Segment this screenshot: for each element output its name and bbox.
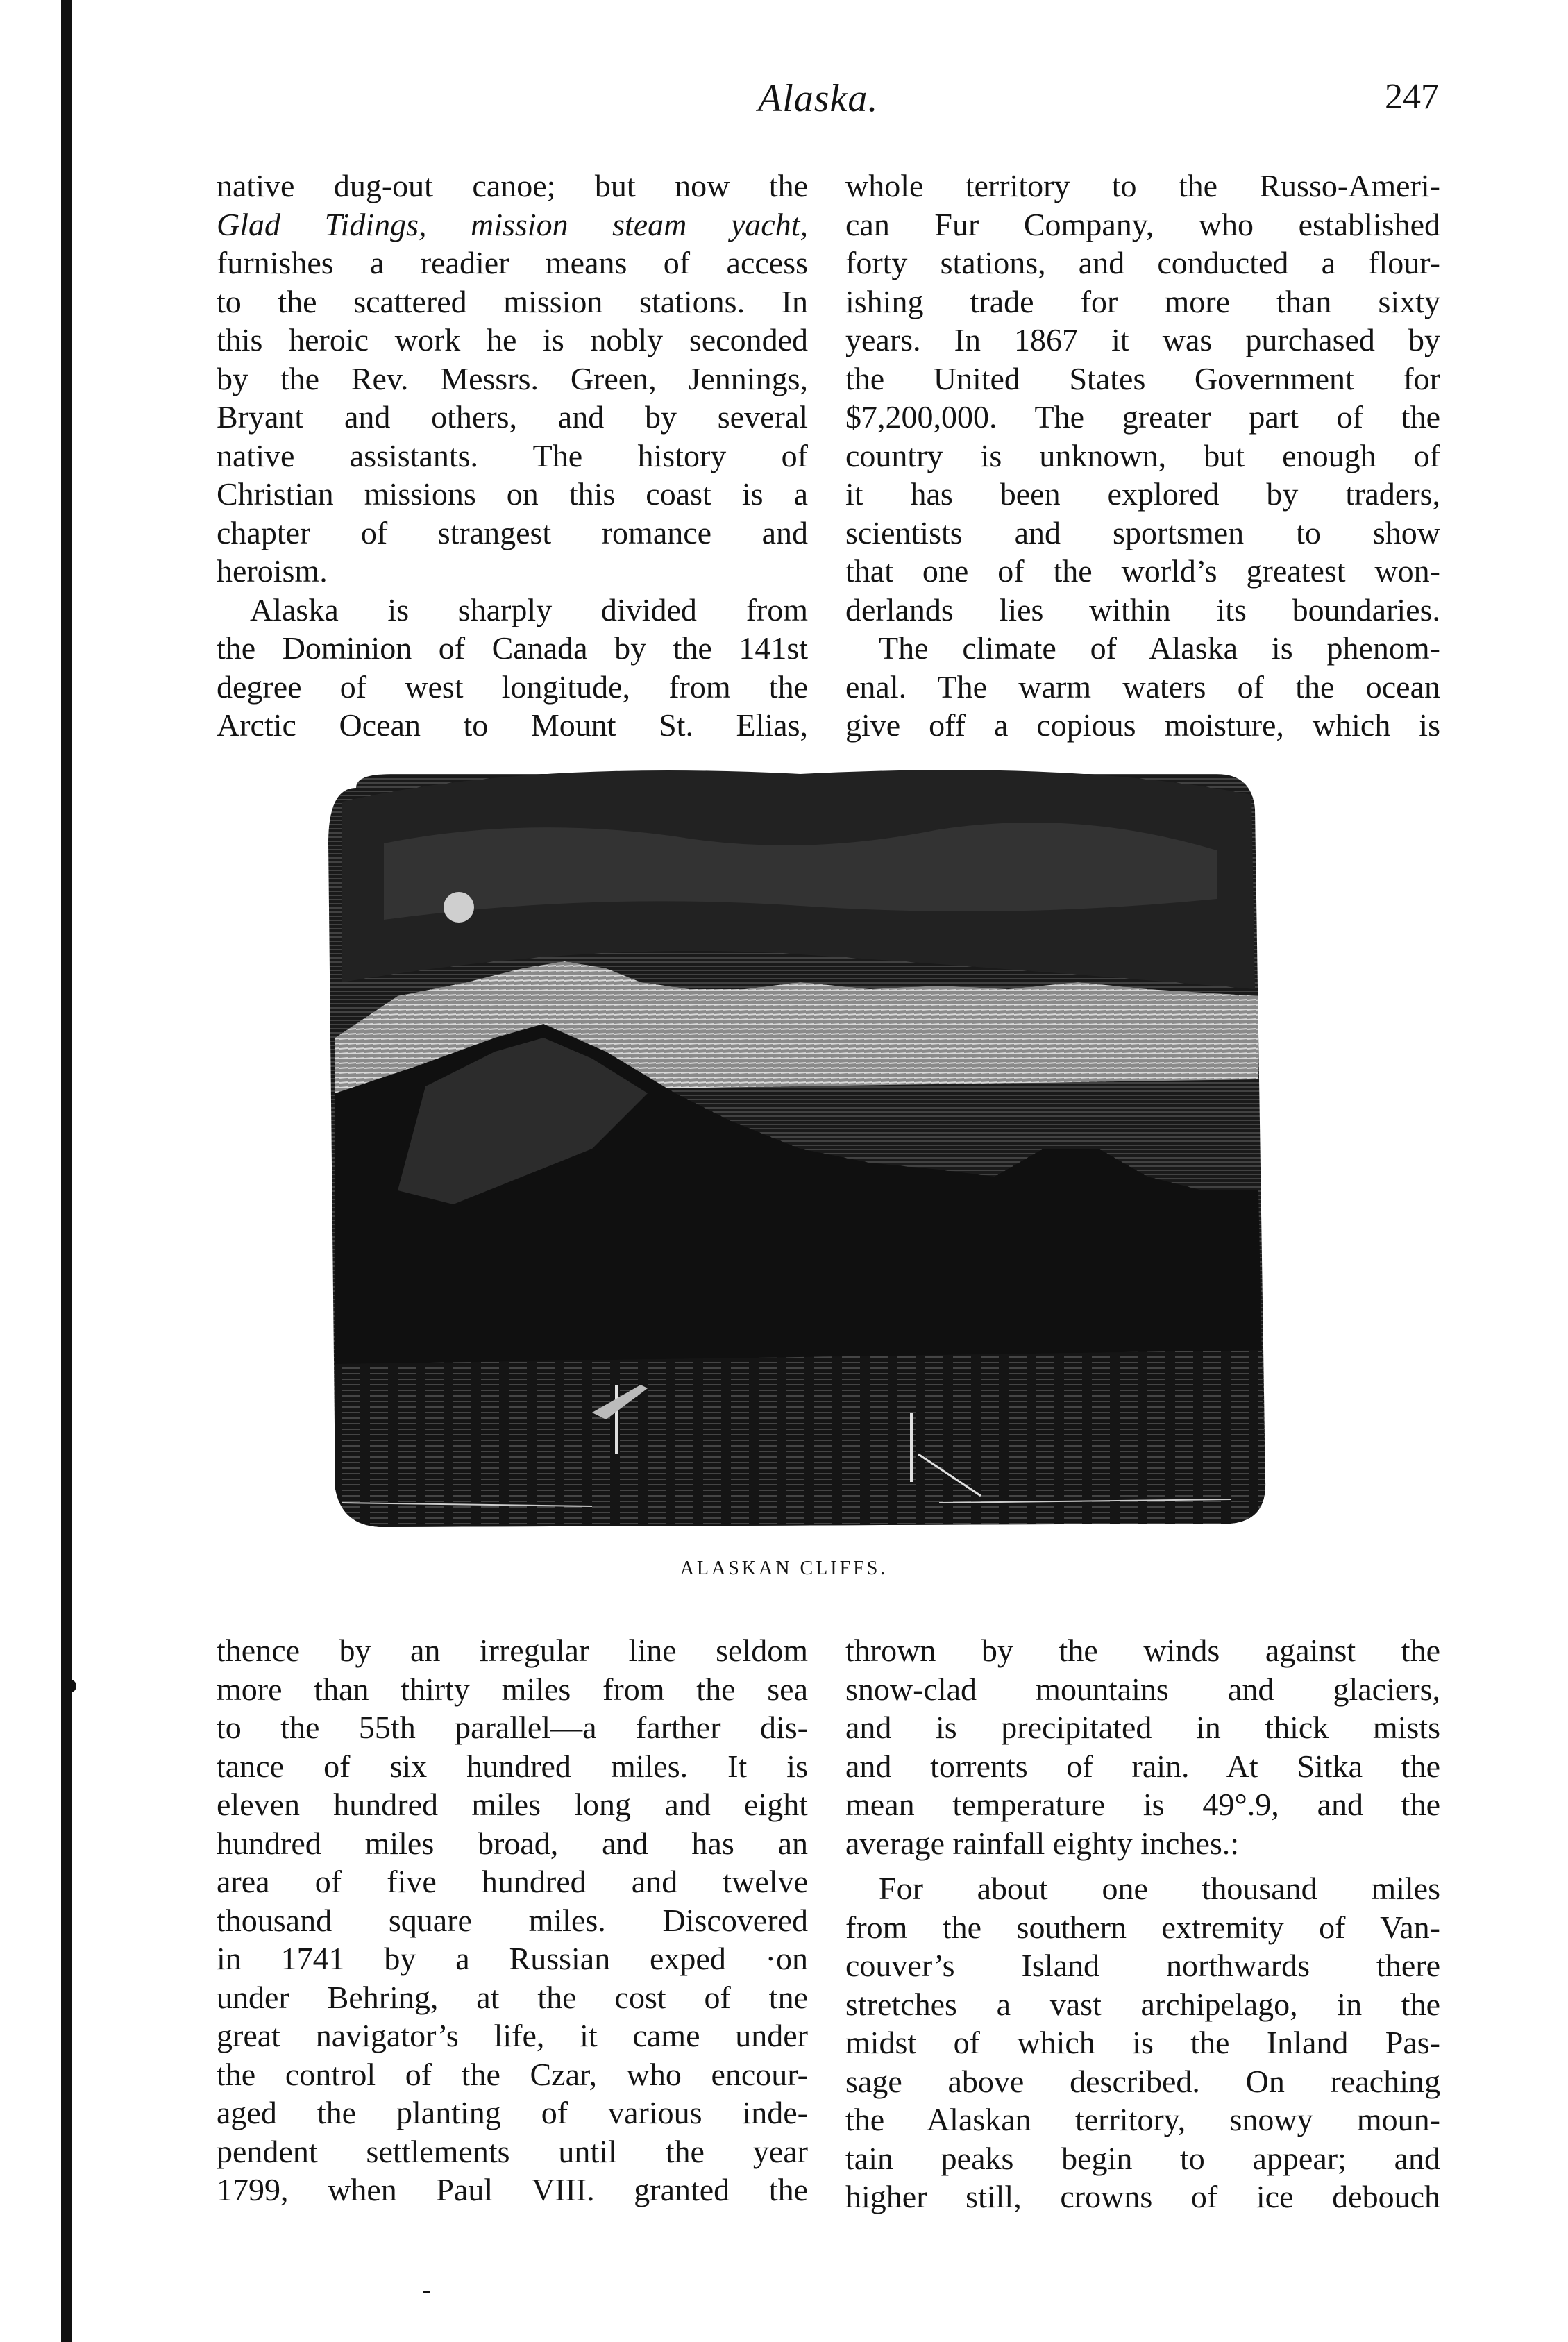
- text-line: thrown by the winds against the: [845, 1633, 1440, 1668]
- text-line: under Behring, at the cost of tne: [217, 1979, 808, 2015]
- text-line: stretches a vast archipelago, in the: [845, 1986, 1440, 2022]
- text-line: midst of which is the Inland Pas-: [845, 2025, 1440, 2060]
- text-line: Christian missions on this coast is a: [217, 476, 808, 512]
- text-line: 1799, when Paul VIII. granted the: [217, 2172, 808, 2207]
- text-line: give off a copious moisture, which is: [845, 707, 1440, 743]
- paragraph: [845, 167, 1440, 629]
- text-line: $7,200,000. The greater part of the: [845, 399, 1440, 435]
- text-line: ishing trade for more than sixty: [845, 283, 1440, 319]
- text-line: great navigator’s life, it came under: [217, 2018, 808, 2053]
- paragraph: [845, 629, 1440, 745]
- text-line: chapter of strangest romance and: [217, 514, 808, 550]
- text-line: the United States Government for: [845, 360, 1440, 396]
- text-line: more than thirty miles from the sea: [217, 1671, 808, 1707]
- top-right-column: [845, 167, 1440, 745]
- paragraph: [845, 1631, 1440, 1862]
- text-line: average rainfall eighty inches.:: [845, 1825, 1240, 1861]
- text-line: this heroic work he is nobly seconded: [217, 322, 808, 357]
- text-line: aged the planting of various inde-: [217, 2095, 808, 2130]
- text-line: country is unknown, but enough of: [845, 437, 1440, 473]
- text-line: tance of six hundred miles. It is: [217, 1748, 808, 1784]
- text-line: thousand square miles. Discovered: [217, 1902, 808, 1938]
- text-line: native dug-out canoe; but now the: [217, 168, 808, 203]
- alaskan-cliffs-engraving: [314, 760, 1290, 1541]
- text-line: Arctic Ocean to Mount St. Elias,: [217, 707, 808, 743]
- text-line: snow-clad mountains and glaciers,: [845, 1671, 1440, 1707]
- paragraph: [217, 591, 808, 745]
- text-line: it has been explored by traders,: [845, 476, 1440, 512]
- text-line: Bryant and others, and by several: [217, 399, 808, 435]
- text-line: degree of west longitude, from the: [217, 668, 808, 705]
- page-number: 247: [1385, 77, 1439, 117]
- text-line: pendent settlements until the year: [217, 2133, 808, 2169]
- illustration-caption: ALASKAN CLIFFS.: [680, 1558, 888, 1579]
- stray-print-mark: [423, 2291, 430, 2293]
- text-line: thence by an irregular line seldom: [217, 1633, 808, 1668]
- text-line: hundred miles broad, and has an: [217, 1825, 808, 1861]
- text-line: whole territory to the Russo-Ameri-: [845, 168, 1440, 203]
- text-line: eleven hundred miles long and eight: [217, 1787, 808, 1822]
- text-line: enal. The warm waters of the ocean: [845, 668, 1440, 705]
- text-line: higher still, crowns of ice debouch: [845, 2179, 1440, 2214]
- paragraph: [217, 1631, 808, 2209]
- text-line: to the scattered mission stations. In: [217, 283, 808, 319]
- binding-edge-rule: [61, 0, 72, 2342]
- text-line: the Alaskan territory, snowy moun-: [845, 2102, 1440, 2137]
- text-line: area of five hundred and twelve: [217, 1864, 808, 1899]
- text-line: couver’s Island northwards there: [845, 1948, 1440, 1983]
- paragraph: [217, 167, 808, 591]
- running-head: Alaska.: [758, 77, 879, 120]
- text-line: The climate of Alaska is phenom-: [879, 630, 1440, 666]
- text-line: the control of the Czar, who encour-: [217, 2056, 808, 2092]
- text-line: derlands lies within its boundaries.: [845, 591, 1440, 627]
- text-line: mean temperature is 49°.9, and the: [845, 1787, 1440, 1822]
- text-line: that one of the world’s greatest won-: [845, 553, 1440, 589]
- text-line: furnishes a readier means of access: [217, 245, 808, 280]
- text-line: forty stations, and conducted a flour-: [845, 245, 1440, 280]
- text-line: from the southern extremity of Van-: [845, 1909, 1440, 1945]
- text-line: the Dominion of Canada by the 141st: [217, 630, 808, 666]
- text-line: Alaska is sharply divided from: [250, 591, 808, 627]
- text-line: years. In 1867 it was purchased by: [845, 322, 1440, 357]
- text-line: tain peaks begin to appear; and: [845, 2140, 1440, 2176]
- bottom-right-column: [845, 1631, 1440, 2216]
- text-line: sage above described. On reaching: [845, 2063, 1440, 2099]
- text-line: by the Rev. Messrs. Green, Jennings,: [217, 360, 808, 396]
- text-line: to the 55th parallel—a farther dis-: [217, 1710, 808, 1745]
- text-line: scientists and sportsmen to show: [845, 514, 1440, 550]
- text-line: native assistants. The history of: [217, 437, 808, 473]
- text-line: For about one thousand miles: [879, 1871, 1440, 1906]
- text-line: can Fur Company, who established: [845, 206, 1440, 242]
- paragraph: [845, 1869, 1440, 2216]
- text-line: in 1741 by a Russian exped ·on: [217, 1941, 808, 1976]
- binding-edge-mark: [65, 1680, 76, 1692]
- text-line: Glad Tidings, mission steam yacht,: [217, 206, 808, 242]
- text-line: and torrents of rain. At Sitka the: [845, 1748, 1440, 1784]
- top-left-column: [217, 167, 808, 745]
- bottom-left-column: [217, 1631, 808, 2209]
- text-line: and is precipitated in thick mists: [845, 1710, 1440, 1745]
- text-line: heroism.: [217, 553, 328, 589]
